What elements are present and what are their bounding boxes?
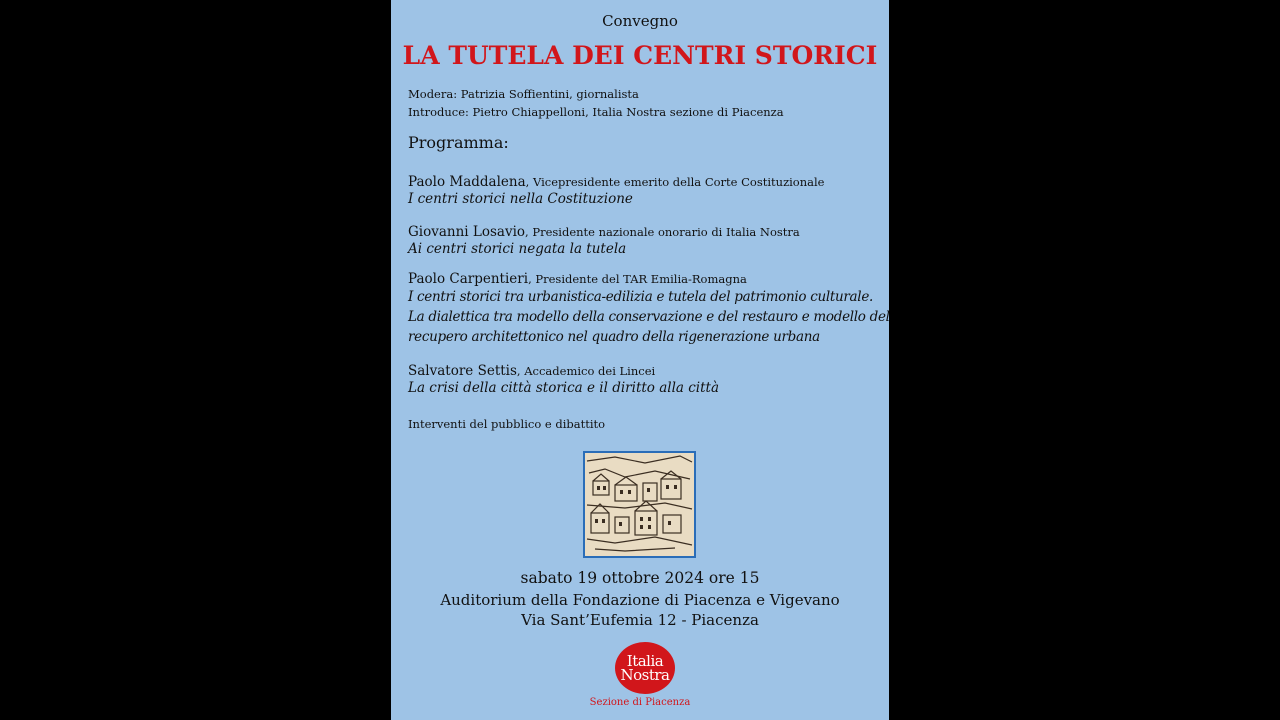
introduce-line: Introduce: Pietro Chiappelloni, Italia Nostra sezione di Piacenza [408,105,784,119]
speaker-3 [408,268,747,287]
speaker-name: Salvatore Settis [408,363,517,379]
event-address: Via Sant’Eufemia 12 - Piacenza [521,611,759,629]
speaker-role: , Accademico dei Lincei [516,364,656,378]
speaker-role: , Vicepresidente emerito della Corte Costituzionale [525,175,825,189]
interventi-line: Interventi del pubblico e dibattito [408,417,606,431]
talk-title: La crisi della città storica e il diritto alla città [408,380,720,396]
talk-title-line-1: I centri storici tra urbanistica-edilizia e tutela del patrimonio culturale. [408,289,873,305]
modera-line: Modera: Patrizia Soffientini, giornalista [408,87,639,101]
talk-title-line-2: La dialettica tra modello della conservazione e del restauro e modello del [408,309,890,325]
speaker-name: Paolo Carpentieri [408,271,529,287]
poster-title: LA TUTELA DEI CENTRI STORICI [402,41,878,70]
event-date: sabato 19 ottobre 2024 ore 15 [520,569,760,587]
talk-title: I centri storici nella Costituzione [408,191,633,207]
historic-map-image [583,451,696,558]
speaker-name: Paolo Maddalena [408,174,526,190]
talk-title: Ai centri storici negata la tutela [408,241,627,257]
talk-title-line-3: recupero architettonico nel quadro della rigenerazione urbana [408,329,820,345]
convegno-label: Convegno [602,12,678,30]
speaker-role: , Presidente nazionale onorario di Italia Nostra [525,225,800,239]
poster [391,0,889,720]
event-venue: Auditorium della Fondazione di Piacenza e Vigevano [440,591,840,609]
speaker-role: , Presidente del TAR Emilia-Romagna [528,272,747,286]
speaker-2 [408,221,800,240]
logo-section-label: Sezione di Piacenza [589,697,691,708]
speaker-1 [408,171,824,190]
logo-line-2: Nostra [620,666,670,684]
speaker-4 [408,360,655,379]
speaker-name: Giovanni Losavio [408,224,526,240]
italia-nostra-logo [615,642,675,694]
logo-line-1: Italia [626,652,664,670]
programma-heading: Programma: [408,133,509,152]
